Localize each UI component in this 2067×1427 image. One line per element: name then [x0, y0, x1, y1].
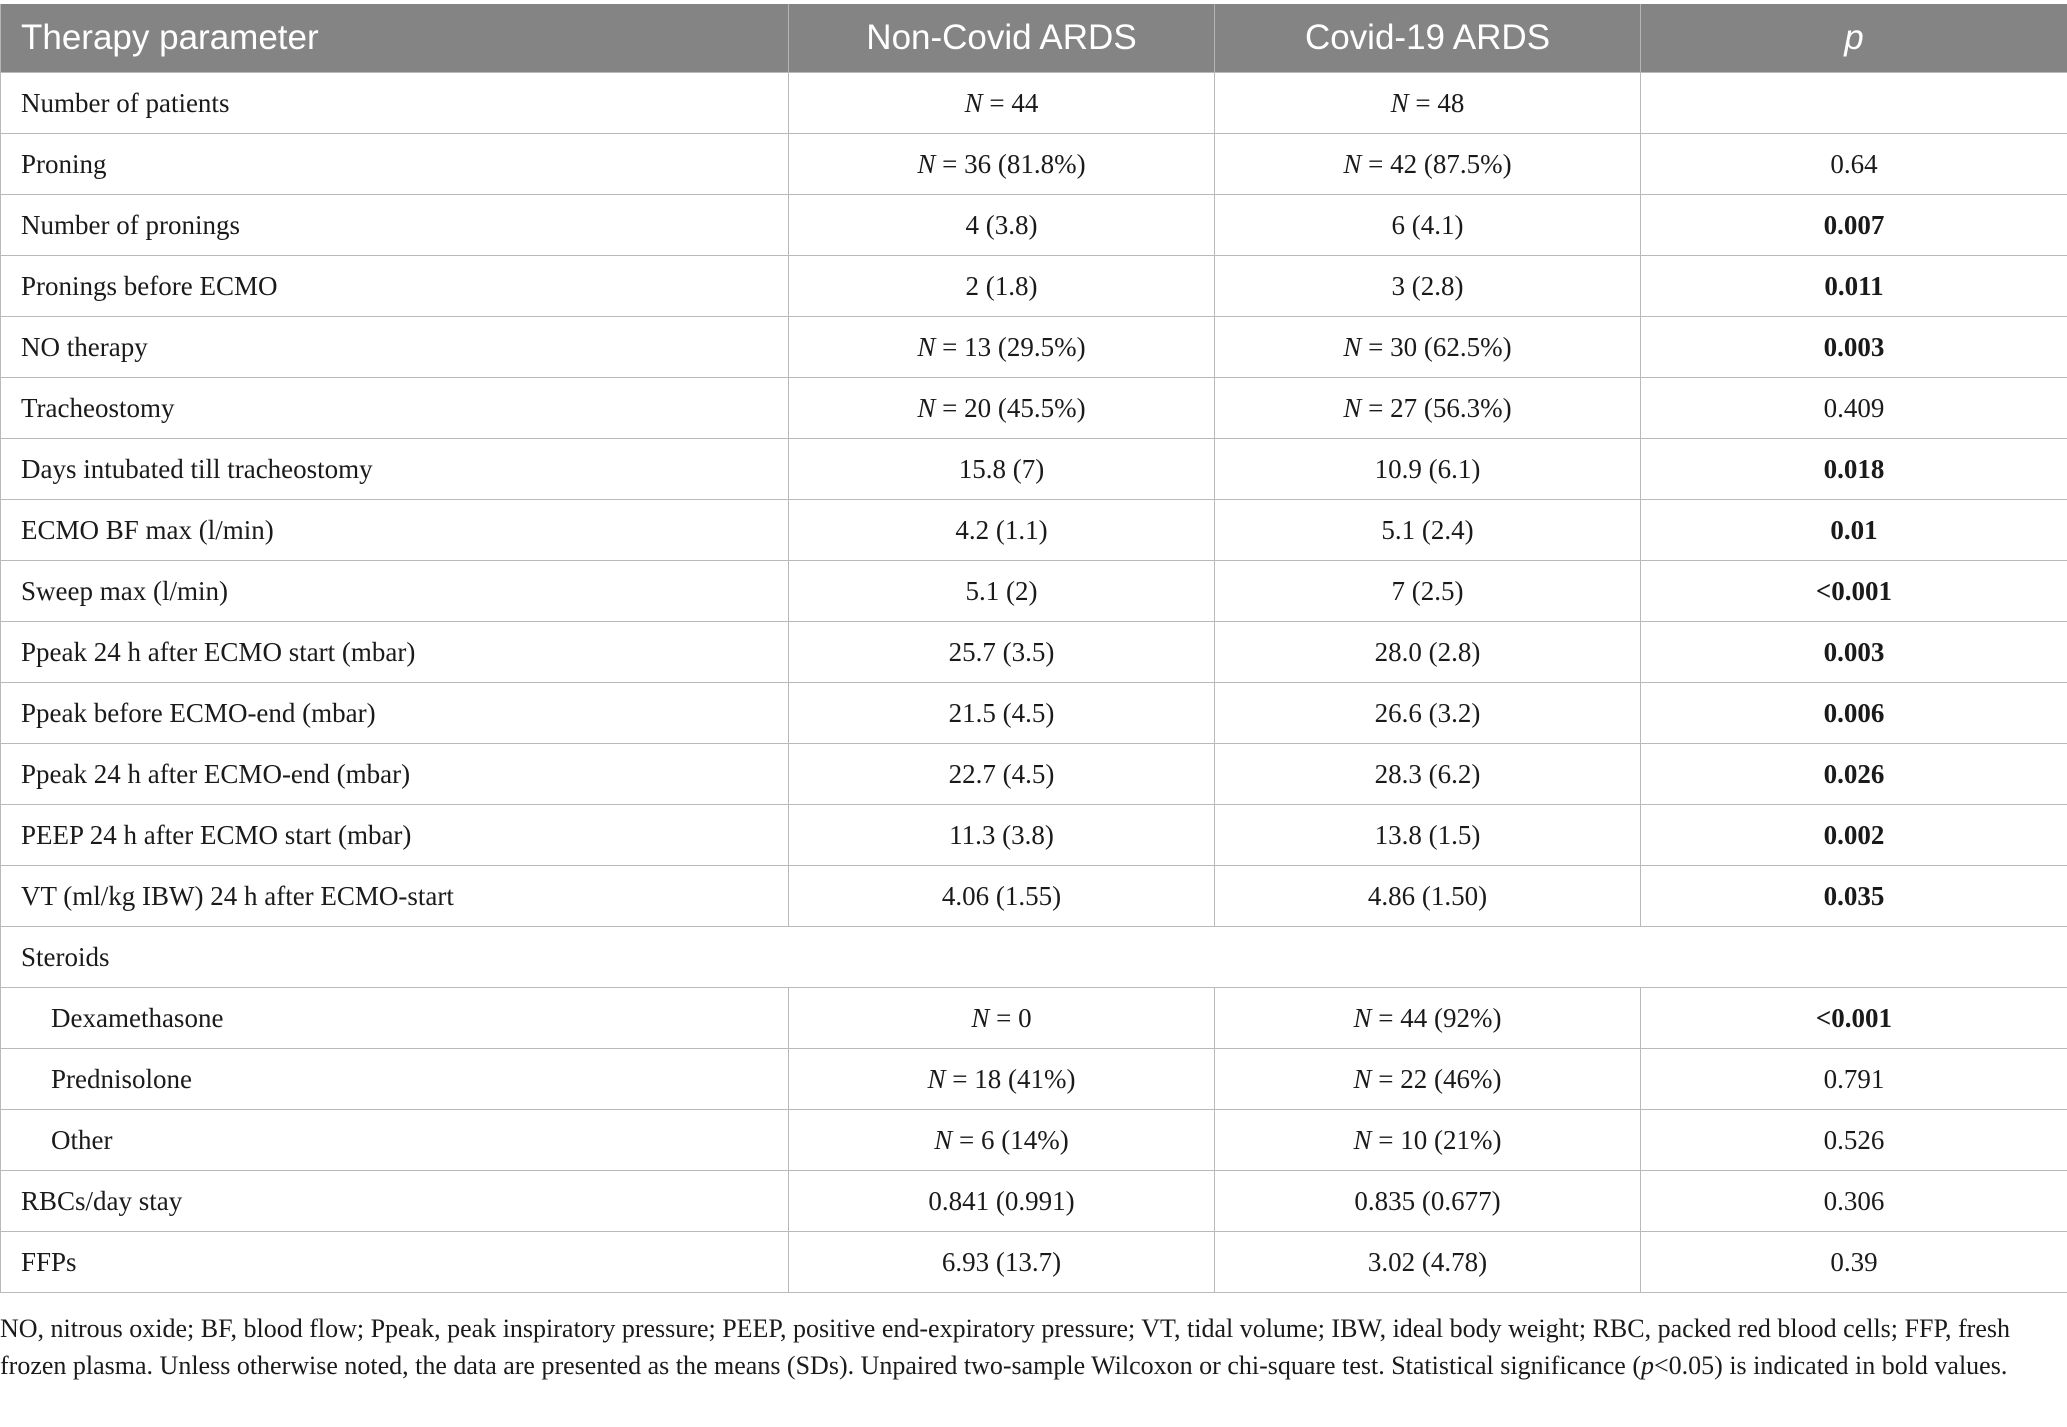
- non-covid-value: [789, 866, 1215, 927]
- p-value: 0.64: [1641, 134, 2067, 195]
- row-label: Proning: [1, 134, 789, 195]
- table-row: [1, 134, 2067, 195]
- row-label: Number of patients: [1, 73, 789, 134]
- header-therapy-parameter: Therapy parameter: [1, 4, 789, 73]
- header-p-value: p: [1641, 4, 2067, 73]
- cell-value: 4.06 (1.55): [941, 880, 1062, 911]
- p-value: 0.002: [1641, 805, 2067, 866]
- row-label: Pronings before ECMO: [1, 256, 789, 317]
- p-value: 0.011: [1641, 256, 2067, 317]
- non-covid-value: [789, 1049, 1215, 1110]
- row-label: Steroids: [1, 927, 2067, 988]
- cell-value: 10.9 (6.1): [1374, 453, 1481, 484]
- cell-value: 4 (3.8): [965, 209, 1038, 240]
- table-row: [1, 1110, 2067, 1171]
- non-covid-value: [789, 378, 1215, 439]
- cell-value: = 10 (21%): [1371, 1124, 1502, 1155]
- cell-value: 4.86 (1.50): [1367, 880, 1488, 911]
- cell-value: 3.02 (4.78): [1367, 1246, 1488, 1277]
- footnote-text-1: NO, nitrous oxide; BF, blood flow; Ppeak, peak inspiratory pressure; PEEP, positive end-expiratory pressure; VT, tidal volume; IBW, ideal body weight; RBC, packed red blood cells; FFP, fresh frozen plasma. Unless otherwise noted, the data are presented as the means (SDs). Unpaired two-sample Wilcoxon or chi-square test. Statistical significance (: [0, 1314, 2010, 1380]
- cell-value: = 22 (46%): [1371, 1063, 1502, 1094]
- section-row: [1, 927, 2067, 988]
- non-covid-value: [789, 73, 1215, 134]
- non-covid-value: [789, 805, 1215, 866]
- covid-value: [1215, 73, 1641, 134]
- table-row: [1, 561, 2067, 622]
- cell-value: 11.3 (3.8): [949, 819, 1054, 850]
- cell-value: 25.7 (3.5): [948, 636, 1055, 667]
- n-symbol: N: [917, 392, 936, 423]
- n-symbol: N: [1390, 87, 1409, 118]
- p-value: 0.306: [1641, 1171, 2067, 1232]
- cell-value: = 44: [982, 87, 1039, 118]
- table-row: [1, 378, 2067, 439]
- p-value: 0.409: [1641, 378, 2067, 439]
- table-row: [1, 683, 2067, 744]
- table-container: [0, 4, 2067, 1293]
- p-value: 0.01: [1641, 500, 2067, 561]
- cell-value: 28.3 (6.2): [1374, 758, 1481, 789]
- cell-value: = 20 (45.5%): [935, 392, 1086, 423]
- p-value: 0.526: [1641, 1110, 2067, 1171]
- cell-value: 5.1 (2): [965, 575, 1038, 606]
- non-covid-value: [789, 317, 1215, 378]
- cell-value: 4.2 (1.1): [955, 514, 1048, 545]
- covid-value: [1215, 378, 1641, 439]
- p-value: 0.003: [1641, 317, 2067, 378]
- p-value: <0.001: [1641, 988, 2067, 1049]
- covid-value: [1215, 439, 1641, 500]
- table-row: [1, 500, 2067, 561]
- row-label: Dexamethasone: [1, 988, 789, 1049]
- p-value: <0.001: [1641, 561, 2067, 622]
- cell-value: 2 (1.8): [965, 270, 1038, 301]
- row-label: RBCs/day stay: [1, 1171, 789, 1232]
- non-covid-value: [789, 1110, 1215, 1171]
- row-label: Days intubated till tracheostomy: [1, 439, 789, 500]
- cell-value: 0.835 (0.677): [1354, 1185, 1501, 1216]
- cell-value: 7 (2.5): [1391, 575, 1464, 606]
- non-covid-value: [789, 1232, 1215, 1293]
- covid-value: [1215, 805, 1641, 866]
- p-value: [1641, 73, 2067, 134]
- cell-value: = 36 (81.8%): [935, 148, 1086, 179]
- row-label: Prednisolone: [1, 1049, 789, 1110]
- row-label: Other: [1, 1110, 789, 1171]
- row-label: NO therapy: [1, 317, 789, 378]
- n-symbol: N: [1353, 1002, 1372, 1033]
- covid-value: [1215, 744, 1641, 805]
- non-covid-value: [789, 1171, 1215, 1232]
- non-covid-value: [789, 500, 1215, 561]
- covid-value: [1215, 1110, 1641, 1171]
- table-row: [1, 1171, 2067, 1232]
- cell-value: 3 (2.8): [1391, 270, 1464, 301]
- cell-value: = 44 (92%): [1371, 1002, 1502, 1033]
- n-symbol: N: [1343, 392, 1362, 423]
- table-row: [1, 439, 2067, 500]
- row-label: Number of pronings: [1, 195, 789, 256]
- covid-value: [1215, 683, 1641, 744]
- n-symbol: N: [927, 1063, 946, 1094]
- p-value: 0.026: [1641, 744, 2067, 805]
- covid-value: [1215, 561, 1641, 622]
- table-row: [1, 256, 2067, 317]
- n-symbol: N: [971, 1002, 990, 1033]
- table-row: [1, 805, 2067, 866]
- covid-value: [1215, 622, 1641, 683]
- non-covid-value: [789, 988, 1215, 1049]
- row-label: Ppeak 24 h after ECMO-end (mbar): [1, 744, 789, 805]
- row-label: FFPs: [1, 1232, 789, 1293]
- cell-value: 6.93 (13.7): [941, 1246, 1062, 1277]
- cell-value: = 18 (41%): [945, 1063, 1076, 1094]
- n-symbol: N: [917, 331, 936, 362]
- p-value: 0.007: [1641, 195, 2067, 256]
- cell-value: 6 (4.1): [1391, 209, 1464, 240]
- cell-value: 26.6 (3.2): [1374, 697, 1481, 728]
- covid-value: [1215, 195, 1641, 256]
- covid-value: [1215, 134, 1641, 195]
- non-covid-value: [789, 195, 1215, 256]
- cell-value: = 48: [1408, 87, 1465, 118]
- table-row: [1, 866, 2067, 927]
- non-covid-value: [789, 683, 1215, 744]
- footnote-p-italic: p: [1641, 1351, 1655, 1380]
- cell-value: = 13 (29.5%): [935, 331, 1086, 362]
- cell-value: = 30 (62.5%): [1361, 331, 1512, 362]
- cell-value: 28.0 (2.8): [1374, 636, 1481, 667]
- table-header-row: [1, 4, 2067, 73]
- row-label: Sweep max (l/min): [1, 561, 789, 622]
- p-value: 0.006: [1641, 683, 2067, 744]
- table-row: [1, 744, 2067, 805]
- non-covid-value: [789, 622, 1215, 683]
- header-covid-19-ards: Covid-19 ARDS: [1215, 4, 1641, 73]
- p-value: 0.003: [1641, 622, 2067, 683]
- covid-value: [1215, 1171, 1641, 1232]
- covid-value: [1215, 317, 1641, 378]
- cell-value: = 6 (14%): [952, 1124, 1069, 1155]
- cell-value: 0.841 (0.991): [928, 1185, 1075, 1216]
- table-footnote: [0, 1310, 2040, 1384]
- row-label: Ppeak before ECMO-end (mbar): [1, 683, 789, 744]
- table-row: [1, 622, 2067, 683]
- cell-value: 5.1 (2.4): [1381, 514, 1474, 545]
- cell-value: 21.5 (4.5): [948, 697, 1055, 728]
- covid-value: [1215, 1049, 1641, 1110]
- table-row: [1, 317, 2067, 378]
- footnote-text-2: <0.05) is indicated in bold values.: [1654, 1351, 2008, 1380]
- covid-value: [1215, 1232, 1641, 1293]
- therapy-parameters-table: [0, 4, 2067, 1293]
- non-covid-value: [789, 134, 1215, 195]
- covid-value: [1215, 988, 1641, 1049]
- n-symbol: N: [917, 148, 936, 179]
- non-covid-value: [789, 561, 1215, 622]
- cell-value: 13.8 (1.5): [1374, 819, 1481, 850]
- n-symbol: N: [1353, 1124, 1372, 1155]
- n-symbol: N: [934, 1124, 953, 1155]
- cell-value: = 0: [989, 1002, 1032, 1033]
- cell-value: 22.7 (4.5): [948, 758, 1055, 789]
- non-covid-value: [789, 256, 1215, 317]
- table-row: [1, 1049, 2067, 1110]
- table-row: [1, 1232, 2067, 1293]
- table-row: [1, 988, 2067, 1049]
- cell-value: = 42 (87.5%): [1361, 148, 1512, 179]
- cell-value: 15.8 (7): [958, 453, 1045, 484]
- row-label: Tracheostomy: [1, 378, 789, 439]
- n-symbol: N: [964, 87, 983, 118]
- n-symbol: N: [1353, 1063, 1372, 1094]
- n-symbol: N: [1343, 331, 1362, 362]
- covid-value: [1215, 866, 1641, 927]
- row-label: VT (ml/kg IBW) 24 h after ECMO-start: [1, 866, 789, 927]
- table-body: [1, 73, 2067, 1293]
- covid-value: [1215, 500, 1641, 561]
- p-value: 0.791: [1641, 1049, 2067, 1110]
- header-non-covid-ards: Non-Covid ARDS: [789, 4, 1215, 73]
- non-covid-value: [789, 744, 1215, 805]
- table-row: [1, 73, 2067, 134]
- row-label: Ppeak 24 h after ECMO start (mbar): [1, 622, 789, 683]
- non-covid-value: [789, 439, 1215, 500]
- table-row: [1, 195, 2067, 256]
- p-value: 0.39: [1641, 1232, 2067, 1293]
- row-label: PEEP 24 h after ECMO start (mbar): [1, 805, 789, 866]
- cell-value: = 27 (56.3%): [1361, 392, 1512, 423]
- row-label: ECMO BF max (l/min): [1, 500, 789, 561]
- covid-value: [1215, 256, 1641, 317]
- p-value: 0.018: [1641, 439, 2067, 500]
- p-value: 0.035: [1641, 866, 2067, 927]
- n-symbol: N: [1343, 148, 1362, 179]
